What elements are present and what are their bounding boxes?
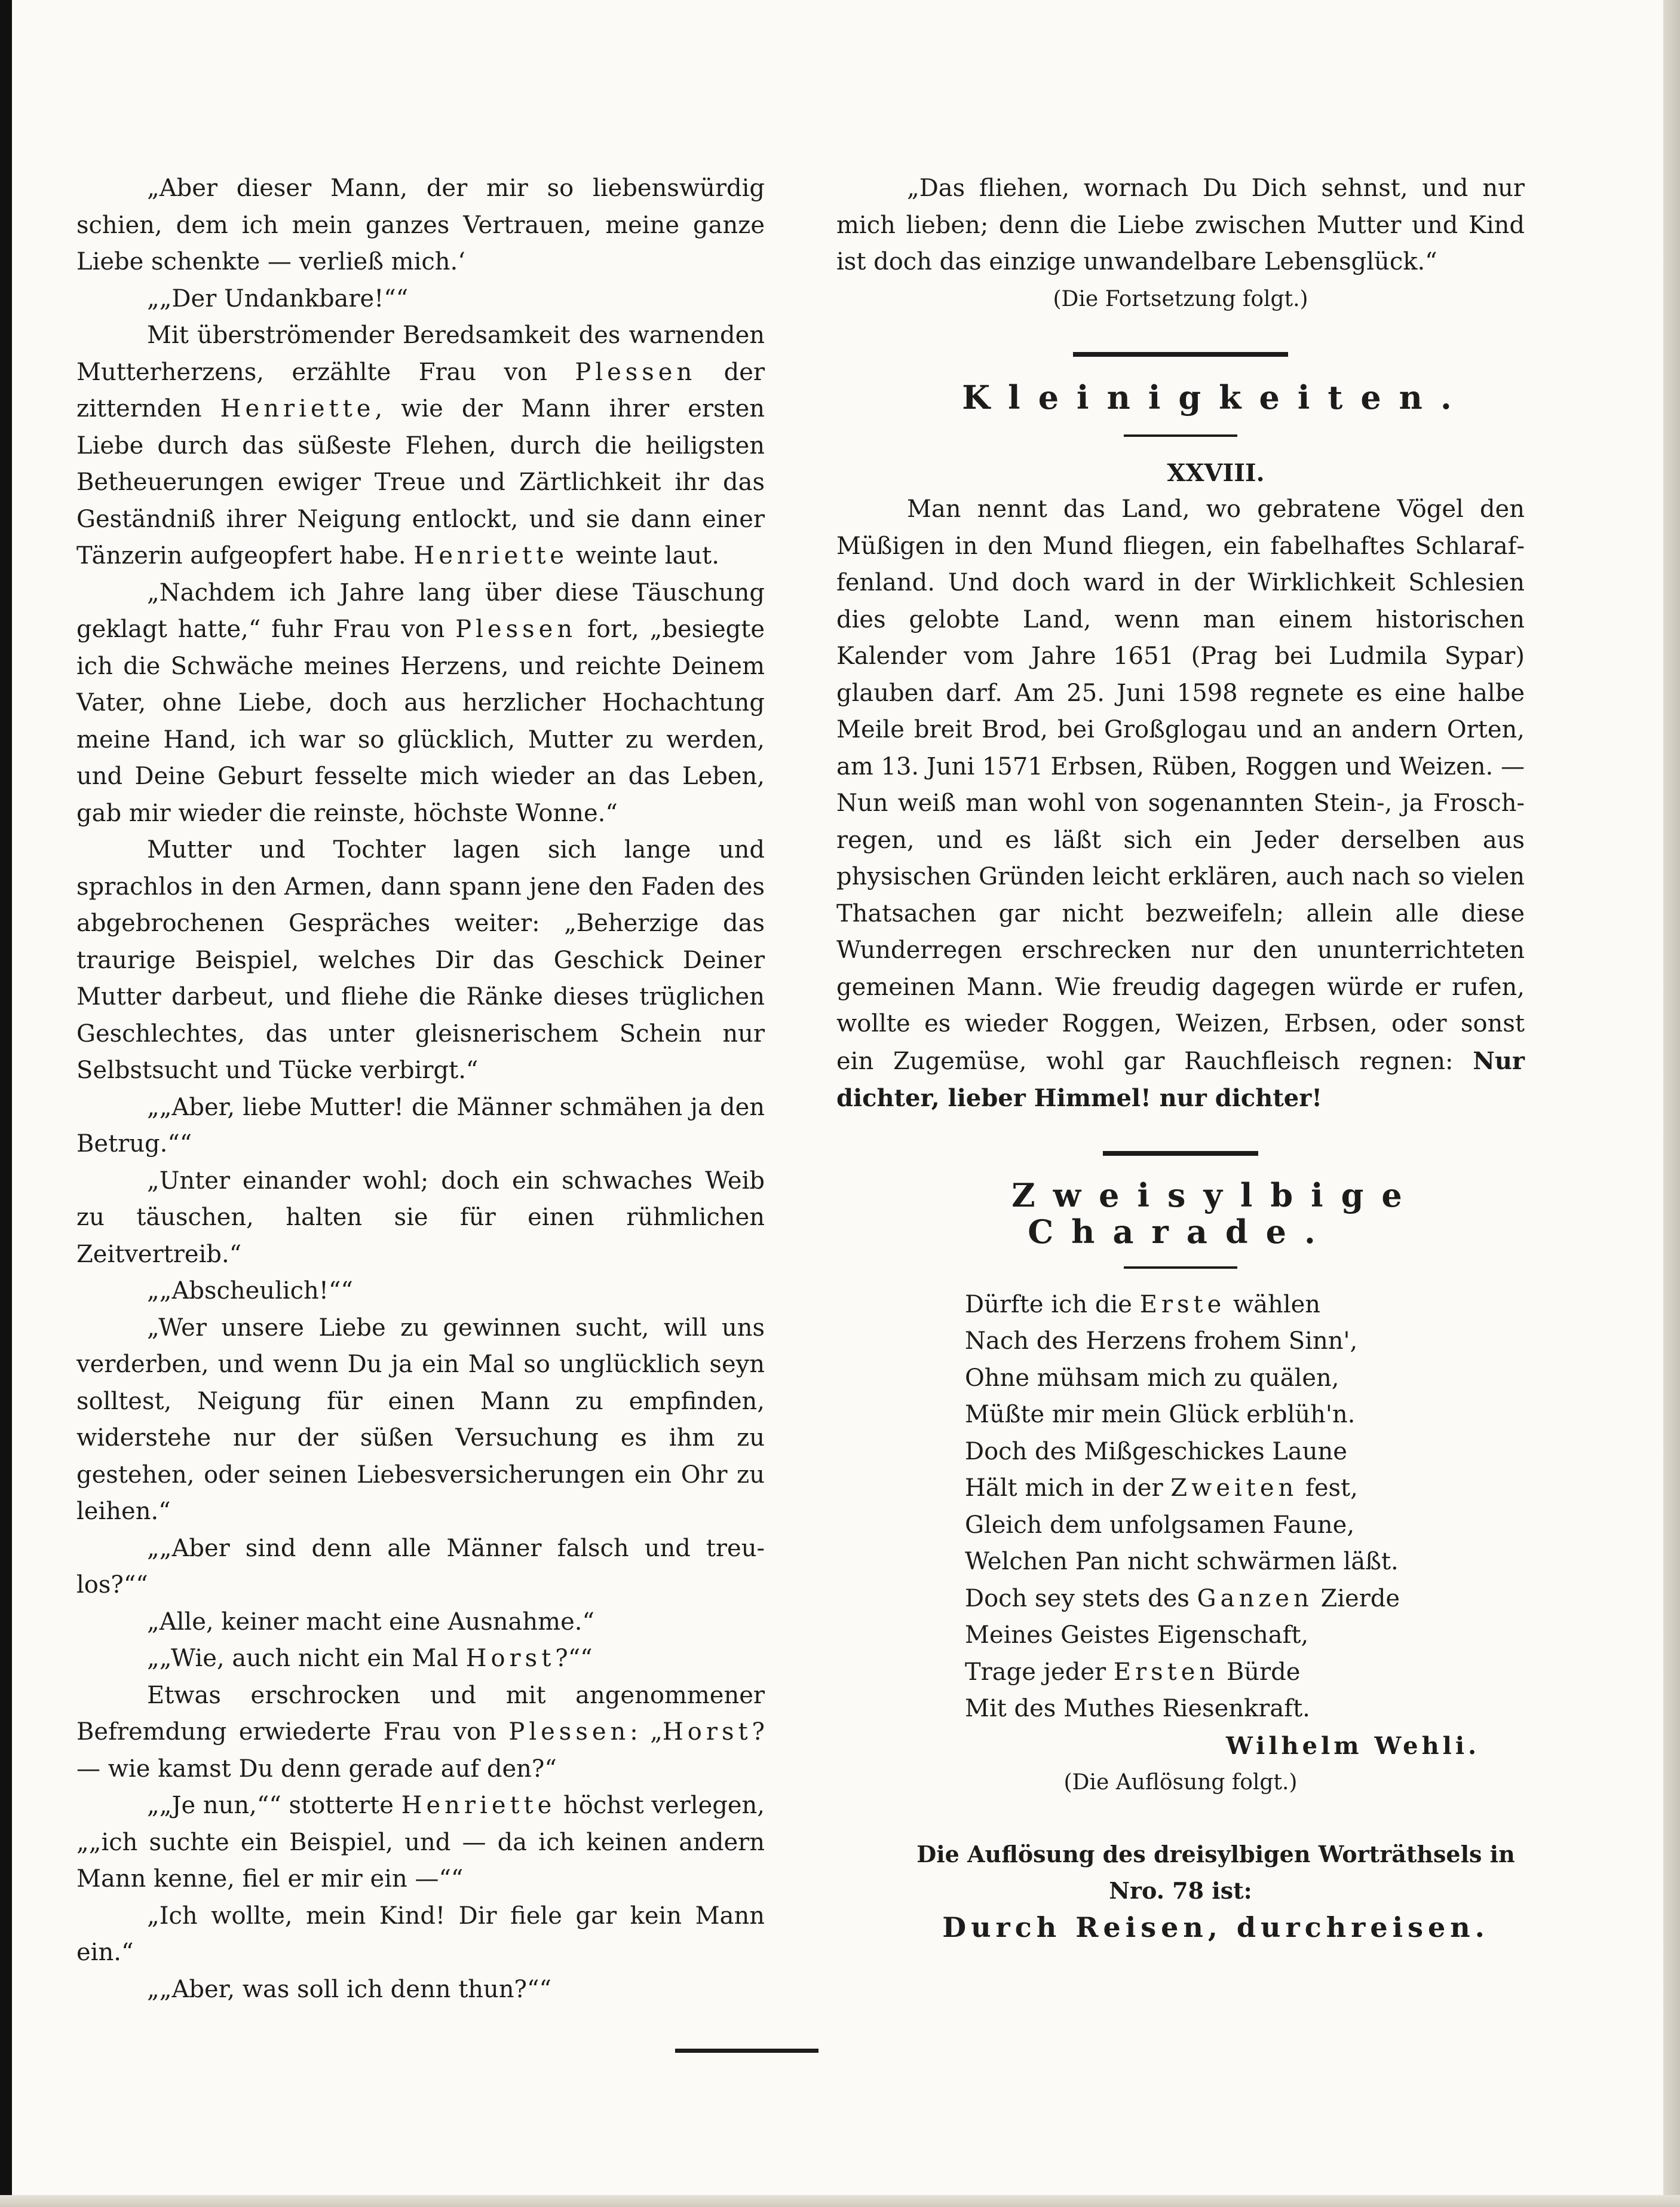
poem-line bbox=[965, 1397, 1525, 1434]
text-run: „„Je nun,““ stotterte bbox=[147, 1792, 401, 1819]
text-run: „„Aber, liebe Mutter! die Männer schmähen ja den Betrug.““ bbox=[76, 1093, 765, 1158]
text-run: ?““ bbox=[555, 1645, 593, 1672]
kleinigkeiten-punchline: Nur dichter, lieber Himmel! nur dichter! bbox=[836, 1046, 1525, 1112]
continuation-note: (Die Fortsetzung folgt.) bbox=[1053, 286, 1308, 311]
text-run: höchst verlegen, „„ich suchte ein Beispiel, und — da ich keinen andern Mann kenne, fiel er mir ein —““ bbox=[76, 1792, 765, 1893]
text-run: „Alle, keiner macht eine Ausnahme.“ bbox=[147, 1608, 594, 1636]
text-run: „Aber dieser Mann, der mir so liebenswürdig schien, dem ich mein ganzes Vertrauen, meine ganze Liebe schenkte — verließ mich.‘ bbox=[76, 175, 765, 276]
text-run: „„Aber, was soll ich denn thun?““ bbox=[147, 1975, 551, 2003]
text-run: „Ich wollte, mein Kind! Dir fiele gar kein Mann ein.“ bbox=[76, 1902, 765, 1966]
left-column-text bbox=[76, 170, 765, 2008]
text-run: Doch sey stets des bbox=[965, 1584, 1197, 1612]
poem-line bbox=[965, 1544, 1525, 1581]
poem-line bbox=[965, 1287, 1525, 1324]
charade-poem bbox=[965, 1287, 1525, 1728]
text-run: Zierde bbox=[1313, 1584, 1400, 1612]
spaced-name: Zweiten bbox=[1170, 1474, 1298, 1502]
spaced-name: Ersten bbox=[1113, 1658, 1219, 1686]
text-run: Doch des Mißgeschickes Laune bbox=[965, 1437, 1347, 1465]
left-column bbox=[76, 170, 765, 2008]
poem-line bbox=[965, 1470, 1525, 1507]
dialogue-paragraph bbox=[76, 1604, 765, 1641]
text-run: weinte laut. bbox=[568, 542, 719, 570]
poem-line bbox=[965, 1654, 1525, 1691]
charade-title-underline bbox=[1124, 1266, 1237, 1269]
scan-edge-bottom bbox=[0, 2195, 1680, 2207]
dialogue-paragraph bbox=[76, 1787, 765, 1898]
dialogue-paragraph bbox=[76, 832, 765, 1089]
poem-line bbox=[965, 1691, 1525, 1728]
dialogue-paragraph bbox=[76, 281, 765, 318]
text-run: , wie der Mann ihrer ersten Liebe durch das süßeste Flehen, durch die heiligsten Betheuerungen ewiger Treue und Zärtlichkeit ihr das Geständniß ihrer Neigung entlockt, und sie dann einer Tänzerin aufgeopfert habe. bbox=[76, 395, 765, 570]
text-run: „Wer unsere Liebe zu gewinnen sucht, will uns verderben, und wenn Du ja ein Mal so unglücklich seyn solltest, Neigung für einen Mann zu empfinden, widerstehe nur der süßen Versuchung es ihm zu gestehen, oder seinen Liebesversicherungen ein Ohr zu leihen.“ bbox=[76, 1314, 765, 1525]
section-divider bbox=[1073, 352, 1288, 357]
spaced-name: Erste bbox=[1139, 1290, 1226, 1318]
text-run: Etwas erschrocken und mit angenommener Befremdung erwiederte Frau von bbox=[76, 1681, 765, 1746]
text-run: Trage jeder bbox=[965, 1658, 1114, 1686]
text-run: fort, „besiegte ich die Schwäche meines Herzens, und reichte Deinem Vater, ohne Liebe, doch aus herzlicher Hochachtung meine Hand, ich war so glücklich, Mutter zu werden, und Deine Geburt fesselte mich wieder an das Leben, gab mir wieder die reinste, höchste Wonne.“ bbox=[76, 616, 765, 827]
text-run: „„Wie, auch nicht ein Mal bbox=[147, 1645, 466, 1672]
story-continuation: „Das fliehen, wornach Du Dich sehnst, und nur mich lieben; denn die Liebe zwischen Mutter und Kind ist doch das einzige unwandelbare Lebensglück.“ bbox=[836, 175, 1525, 276]
text-run: Mit des Muthes Riesenkraft. bbox=[965, 1695, 1310, 1722]
charade-title: Zweisylbige Charade. bbox=[1011, 1176, 1420, 1251]
text-run: „„Abscheulich!““ bbox=[147, 1277, 353, 1305]
text-run: ? — wie kamst Du denn gerade auf den?“ bbox=[76, 1718, 765, 1783]
dialogue-paragraph bbox=[76, 1273, 765, 1310]
charade-author: Wilhelm Wehli. bbox=[1225, 1731, 1480, 1760]
text-run: Mutter und Tochter lagen sich lange und sprachlos in den Armen, dann spann jene den Faden des abgebrochenen Gespräches weiter: „Beherzige das traurige Beispiel, welches Dir das Geschick Deiner Mutter darbeut, und fliehe die Ränke dieses trüglichen Geschlechtes, das unter gleisnerischem Schein nur Selbstsucht und Tücke verbirgt.“ bbox=[76, 836, 765, 1084]
text-run: Mit überströmender Beredsamkeit des warnenden Mutterherzens, erzählte Frau von bbox=[76, 322, 765, 386]
spaced-name: Henriette bbox=[413, 542, 569, 570]
spaced-name: Horst bbox=[662, 1718, 752, 1746]
section-divider-2 bbox=[1103, 1151, 1258, 1156]
poem-line bbox=[965, 1434, 1525, 1471]
title-underline bbox=[1124, 434, 1237, 437]
text-run: wählen bbox=[1225, 1290, 1321, 1318]
text-run: „Unter einander wohl; doch ein schwaches Weib zu täuschen, halten sie für einen rühmlichen Zeitvertreib.“ bbox=[76, 1167, 765, 1268]
spaced-name: Plessen bbox=[575, 358, 697, 386]
text-run: Welchen Pan nicht schwärmen läßt. bbox=[965, 1548, 1399, 1575]
text-run: fest, bbox=[1298, 1474, 1358, 1502]
dialogue-paragraph bbox=[76, 1089, 765, 1163]
spaced-name: Henriette bbox=[401, 1792, 556, 1819]
text-run: Ohne mühsam mich zu quälen, bbox=[965, 1364, 1339, 1392]
text-run: Hält mich in der bbox=[965, 1474, 1171, 1502]
text-run: : „ bbox=[630, 1718, 663, 1746]
kleinigkeiten-text bbox=[836, 491, 1525, 1118]
spaced-name: Ganzen bbox=[1197, 1584, 1313, 1612]
dialogue-paragraph bbox=[76, 1163, 765, 1274]
spaced-name: Henriette bbox=[220, 395, 375, 423]
dialogue-paragraph bbox=[76, 1530, 765, 1604]
dialogue-paragraph bbox=[76, 1678, 765, 1788]
text-run: „„Aber sind denn alle Männer falsch und treulos?““ bbox=[76, 1534, 765, 1599]
spaced-name: Plessen bbox=[508, 1718, 630, 1746]
poem-line bbox=[965, 1581, 1525, 1618]
text-run: Nach des Herzens frohem Sinn', bbox=[965, 1327, 1358, 1355]
dialogue-paragraph bbox=[76, 575, 765, 832]
poem-line bbox=[965, 1617, 1525, 1654]
previous-solution-answer: Durch Reisen, durchreisen. bbox=[942, 1911, 1489, 1943]
section-title-kleinigkeiten: Kleinigkeiten. bbox=[962, 378, 1470, 417]
poem-line bbox=[965, 1323, 1525, 1360]
item-number: XXVIII. bbox=[1167, 458, 1265, 487]
spaced-name: Horst bbox=[465, 1645, 556, 1672]
dialogue-paragraph bbox=[76, 1640, 765, 1678]
scan-edge-right bbox=[1663, 0, 1680, 2207]
text-run: „Nachdem ich Jahre lang über diese Täuschung geklagt hatte,“ fuhr Frau von bbox=[76, 578, 765, 643]
kleinigkeiten-body: Man nennt das Land, wo gebratene Vögel den Müßigen in den Mund fliegen, ein fabelhaftes Schlaraffenland. Und doch ward in der Wirklichkeit Schlesien dies gelobte Land, wenn man einem historischen Kalender vom Jahre 1651 (Prag bei Ludmila Sypar) glauben darf. Am 25. Juni 1598 regnete es eine halbe Meile breit Brod, bei Großglogau und an andern Orten, am 13. Juni 1571 Erbsen, Rüben, Roggen und Weizen. — Nun weiß man wohl von sogenannten Stein-, ja Froschregen, und es läßt sich ein Jeder derselben aus physischen Gründen leicht erklären, auch nach so vielen Thatsachen gar nicht bezweifeln; allein alle diese Wunderregen erschrecken nur den ununterrichteten gemeinen Mann. Wie freudig dagegen würde er rufen, wollte es wieder Roggen, Weizen, Erbsen, oder sonst ein Zugemüse, wohl gar Rauchfleisch regnen: bbox=[836, 495, 1525, 1075]
text-run: Meines Geistes Eigenschaft, bbox=[965, 1621, 1309, 1649]
text-run: Müßte mir mein Glück erblüh'n. bbox=[965, 1401, 1356, 1428]
text-run: Bürde bbox=[1219, 1658, 1301, 1686]
dialogue-paragraph bbox=[76, 170, 765, 281]
poem-line bbox=[965, 1507, 1525, 1544]
text-run: der zitternden bbox=[76, 358, 765, 423]
scan-edge-left bbox=[0, 0, 12, 2207]
text-run: Dürfte ich die bbox=[965, 1290, 1140, 1318]
right-column bbox=[836, 170, 1525, 1946]
text-run: „„Der Undankbare!““ bbox=[147, 284, 409, 313]
previous-solution-label: Die Auflösung des dreisylbigen Worträthsels in Nro. 78 ist: bbox=[916, 1840, 1515, 1904]
solution-note: (Die Auflösung folgt.) bbox=[1063, 1770, 1298, 1795]
dialogue-paragraph bbox=[76, 317, 765, 575]
dialogue-paragraph bbox=[76, 1310, 765, 1530]
poem-line bbox=[965, 1360, 1525, 1397]
dialogue-paragraph bbox=[76, 1972, 765, 2009]
dialogue-paragraph bbox=[76, 1898, 765, 1972]
spaced-name: Plessen bbox=[455, 616, 577, 643]
text-run: Gleich dem unfolgsamen Faune, bbox=[965, 1511, 1355, 1539]
page-end-rule bbox=[675, 2049, 818, 2053]
